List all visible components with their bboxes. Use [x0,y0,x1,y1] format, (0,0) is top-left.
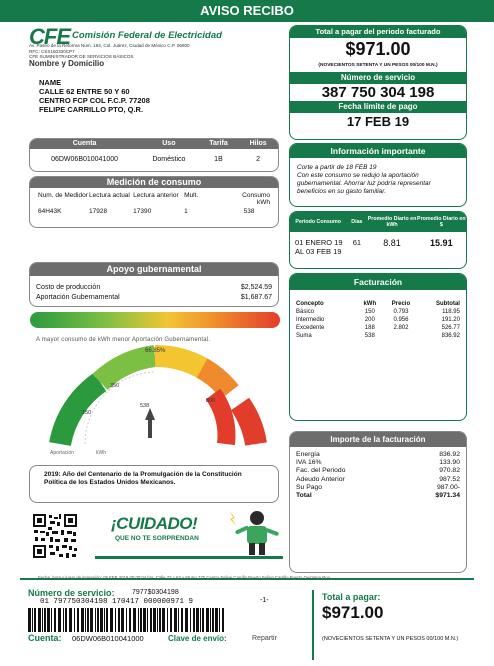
amount-label: IVA 16% [296,459,322,467]
barcode-text: 01 797750304198 170417 000000971 9 [40,598,194,606]
amount-value: 836.92 [439,451,460,458]
billing-cell: Suma [296,333,312,339]
billing-cell: 836.92 [441,333,460,339]
amount-value: 987.00- [436,483,460,491]
total-box [289,25,467,140]
billing-cell: 191.20 [441,317,460,323]
consumption-table [29,176,279,228]
consumption-value-current: 17928 [89,208,108,215]
government-contribution-label: Aportación Gubernamental [36,294,120,301]
production-cost-value: $2,524.59 [240,284,272,291]
account-header-hilos: Hilos [249,140,267,147]
barcode-bar [63,608,64,632]
barcode-icon [28,608,228,632]
customer-address [39,78,150,114]
billing-amount-title: Importe de la facturación [290,432,466,447]
barcode-bar [51,608,52,632]
barcode-bar [34,608,36,632]
list-item [296,476,460,484]
barcode-bar [143,608,146,632]
page-title: AVISO RECIBO [0,0,494,22]
billing-title: Facturación [290,274,466,290]
amount-label: Total [296,492,312,500]
company-header [29,24,289,70]
section-label: Nombre y Domicilio [29,59,105,68]
barcode-bar [81,608,84,632]
barcode-bar [170,608,172,632]
consumption-gradient-bar [30,312,280,328]
gauge-arcs [60,356,256,444]
barcode-bar [212,608,214,632]
qr-code-icon [31,512,79,560]
consumption-header-current: Lectura actual [89,192,130,199]
barcode-bar [47,608,50,632]
account-value-tarifa: 1B [214,156,223,163]
billing-cell: 188 [364,325,375,331]
consumption-header-mult: Mult. [184,192,199,199]
barcode-bar [42,608,43,632]
gauge-arc-green [60,382,100,444]
table-row [290,316,466,324]
banner-title: ¡CUIDADO! [111,514,198,533]
notice-text: 2019: Año del Centenario de la Promulgación de la Constitución Política de los Estados Unidos Mexicanos. [44,471,242,486]
barcode-bar [147,608,148,632]
company-rfc: RFC: CSS160330CP7 [29,49,75,54]
barcode-bar [167,608,168,632]
stub-account-value: 06DW06B010041000 [72,634,144,643]
list-item [296,467,460,475]
total-label: Total a pagar del periodo facturado [290,26,466,38]
barcode-bar [129,608,131,632]
barcode-bar [178,608,179,632]
barcode-bar [44,608,46,632]
barcode-bar [185,608,188,632]
barcode-bar [200,608,201,632]
billing-header-kwh: kWh [363,301,377,307]
consumption-value-kwh: 538 [243,208,255,215]
account-table [29,138,279,172]
list-item [296,484,460,492]
barcode-bar [138,608,139,632]
account-header-cuenta: Cuenta [72,140,97,147]
barcode-bar [193,608,195,632]
billing-cell: 0.956 [393,317,409,323]
cfe-logo: CFE [29,24,70,49]
barcode-bar [100,608,103,632]
period-header-avg-money: Promedio Diario en $ [417,216,466,228]
amount-label: Energía [296,451,320,458]
customer-line1: CALLE 62 ENTRE 50 Y 60 [39,87,130,96]
stub-key-label: Clave de envío: [168,634,227,643]
barcode-bar [215,608,218,632]
barcode-bar [85,608,86,632]
billing-cell: Excedente [296,325,325,331]
consumption-header-kwh: Consumo kWh [242,192,270,206]
billing-cell [385,332,418,340]
amount-label: Fac. del Periodo [296,467,346,475]
gauge-needle-arrow-icon [145,408,155,438]
table-row [290,308,466,316]
period-header-days: Días [351,219,363,225]
total-words: (NOVECIENTOS SETENTA Y UN PESOS 00/100 M.N.) [318,63,438,68]
page-marker: -1- [260,597,269,604]
billing-cell: 118.95 [442,309,460,315]
account-header-tarifa: Tarifa [209,140,228,147]
barcode-bar [54,608,56,632]
barcode-bar [58,608,61,632]
barcode-bar [69,608,72,632]
important-info-title: Información importante [290,144,466,158]
barcode-bar [38,608,41,632]
consumption-header-meter: Num. de Medidor [38,192,88,199]
customer-name: NAME [39,78,62,87]
period-header-period: Periodo Consumo [295,219,341,225]
amount-label: Su Pago [296,483,323,491]
barcode-bar [28,608,31,632]
account-header-uso: Uso [162,140,176,147]
company-name: Comisión Federal de Electricidad [72,30,222,41]
gauge-arc-red [240,404,256,444]
amount-label: Adeudo Anterior [296,475,345,483]
amount-value: 970.82 [439,467,460,475]
stub-service-label: Número de servicio: [28,588,115,598]
production-cost-label: Costo de producción [36,284,101,291]
barcode-bar [222,608,224,632]
consumption-value-mult: 1 [184,208,188,215]
print-line: Fecha, hora y lugar de impresión: 06 FEB 2019 00:00:04 hrs. Calle 72 x 63 y 65 No 770 Centro Felipe Carrillo Puerto Felipe Carrillo Puerto Quintana Roo [38,575,331,580]
barcode-bar [162,608,165,632]
stub-service-value: 7977$0304198 [132,589,179,596]
due-label: Fecha límite de pago [290,101,466,113]
government-support-box [29,262,279,307]
list-item [296,492,460,500]
gauge-arc-yellow [155,356,202,368]
barcode-bar [97,608,99,632]
billing-cell: 538 [364,333,375,339]
barcode-bar [106,608,108,632]
billing-cell: 150 [364,309,375,315]
stub-pay-label: Total a pagar: [322,592,381,602]
payment-stub [20,582,474,662]
amount-value: 133.90 [439,459,460,467]
billing-header-subtotal: Subtotal [435,301,460,307]
barcode-bar [190,608,191,632]
gauge-percent-label: 66.85% [145,348,166,354]
gauge-tick-150: 150 [82,410,92,416]
shocked-figure-icon [227,508,283,558]
barcode-bar [150,608,152,632]
table-row [290,332,466,340]
barcode-bar [95,608,96,632]
barcode-bar [206,608,209,632]
consumption-value-previous: 17390 [133,208,152,215]
cuidado-banner [95,508,283,564]
billing-amount-box [289,431,467,573]
period-value-avg-money: 15.91 [430,238,453,248]
stub-key-value: Repartir [252,635,277,642]
account-value-cuenta: 06DW06B010041000 [51,156,119,163]
barcode-bar [87,608,89,632]
government-support-title: Apoyo gubernamental [30,263,278,276]
gauge-arc-light-green [100,356,155,382]
billing-header-price: Precio [391,301,411,307]
barcode-bar [110,608,113,632]
billing-cell: 2.802 [393,325,409,331]
company-supplier: CFE SUMINISTRADOR DE SERVICIOS BÁSICOS [29,54,134,59]
billing-cell: Básico [296,309,315,315]
stub-total-area [312,590,474,660]
gauge-right-label: kWh [96,450,106,456]
account-value-uso: Doméstico [152,156,186,163]
period-header-avg-kwh: Promedio Diario en kWh [367,216,417,228]
banner-subtitle: QUE NO TE SORPRENDAN [115,535,199,542]
list-item [296,459,460,467]
barcode-bar [104,608,105,632]
table-row [290,324,466,332]
customer-line2: CENTRO FCP COL F.C.P. 77208 [39,96,150,105]
gauge-left-label: Aportación [50,450,74,456]
gauge-tick-350: 350 [110,383,120,389]
barcode-bar [202,608,204,632]
service-number: 387 750 304 198 [321,84,435,101]
barcode-bar [90,608,93,632]
stub-pay-words: (NOVECIENTOS SETENTA Y UN PESOS 00/100 M.N.) [322,636,459,642]
barcode-bar [153,608,156,632]
barcode-bar [181,608,183,632]
consumption-title: Medición de consumo [30,177,278,188]
barcode-bar [118,608,120,632]
barcode-bar [196,608,199,632]
stub-account-label: Cuenta: [28,633,62,643]
billing-cell: 0.793 [393,309,409,315]
barcode-bar [159,608,161,632]
due-date: 17 FEB 19 [346,114,410,129]
company-address: Av. Paseo de la Reforma Núm. 164, Col. Juárez, Ciudad de México C.P. 06600 [29,43,190,48]
gauge-arc-orange [202,368,230,392]
billing-header-concept: Concepto [296,301,324,307]
list-item [296,451,460,459]
barcode-bar [65,608,67,632]
barcode-bar [219,608,220,632]
barcode-bar [140,608,142,632]
gauge-caption: A mayor consumo de kWh menor Aportación Gubernamental. [36,337,211,343]
billing-cell: 200 [364,317,375,323]
barcode-bar [121,608,124,632]
barcode-bar [115,608,116,632]
barcode-bar [32,608,33,632]
billing-box [289,273,467,421]
barcode-bar [157,608,158,632]
amount-value: $971.34 [435,492,460,500]
consumption-value-meter: 64H43K [38,208,62,215]
period-value-days: 61 [352,238,362,247]
service-label: Número de servicio [290,72,466,84]
consumption-gauge [30,344,280,456]
account-value-hilos: 2 [256,156,261,163]
amount-value: 987.52 [439,475,460,483]
billing-cell: 526.77 [441,325,460,331]
total-amount: $971.00 [345,39,411,59]
stub-pay-amount: $971.00 [322,603,384,622]
notice-box [29,465,279,503]
barcode-bar [133,608,136,632]
customer-line3: FELIPE CARRILLO PTO, Q.R. [39,105,144,114]
important-info-text: Corte a partir de 18 FEB 19 Con este consumo se redujo la aportación gubernamental. Ahorrar luz podría representar beneficios en su gasto familiar. [297,164,431,195]
consumption-header-previous: Lectura anterior [133,192,179,199]
barcode-bar [174,608,177,632]
barcode-bar [74,608,75,632]
billing-cell: Intermedio [296,317,325,323]
barcode-bar [210,608,211,632]
period-value-period: 01 ENERO 19 AL 03 FEB 19 [295,238,343,256]
gauge-tick-800: 800 [206,398,216,404]
period-value-avg-kwh: 8.81 [383,238,401,248]
period-box [289,211,467,269]
barcode-bar [126,608,127,632]
government-contribution-value: $1,687.67 [240,294,272,301]
important-info-box [289,143,467,207]
barcode-bar [77,608,79,632]
gauge-tick-538: 538 [140,403,150,409]
